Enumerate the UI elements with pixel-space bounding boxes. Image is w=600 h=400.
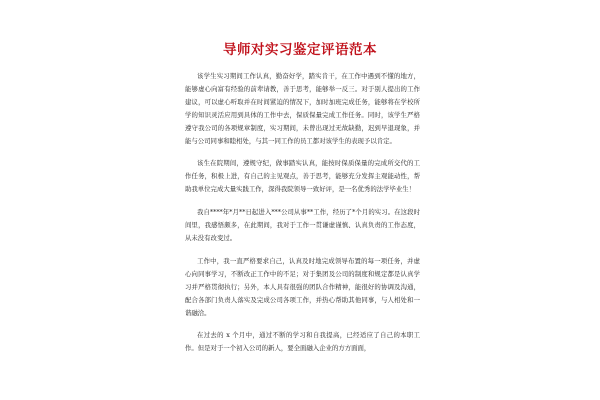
- document-title: 导师对实习鉴定评语范本: [223, 42, 377, 58]
- paragraph: 工作中，我一直严格要求自己，认真及时地完成领导布置的每一项任务，并虚心向同事学习，不断改正工作中的不足；对于集团及公司的制度和规定都是认真学习并严格贯彻执行；另外，本人具有很强的团队合作精神，能很好的协调及沟通，配合各部门负责人落实及完成公司各项工作，并热心帮助其他同事，与人相处和一谐融洽。: [185, 256, 420, 317]
- paragraph: 该生在院期间，遵规守纪，做事踏实认真，能按时保质保量的完成所交代的工作任务，积极上进，有自己的主见观点，善于思考，能够充分发挥主观能动性，帮助我单位完成大量实践工作，深得我院领导一致好评，是一名优秀的法学毕业生！: [185, 159, 420, 194]
- paragraph: 该学生实习期间工作认真，勤奋好学，踏实肯干，在工作中遇到不懂的地方，能够虚心向富有经验的前辈请教，善于思考，能够举一反三。对于别人提出的工作建议，可以虚心听取并在时间紧迫的情况下，加时加班完成任务，能够将在学校所学的知识灵活应用到具体的工作中去，保质保量完成工作任务。同时，该学生严格遵守我公司的各项规章制度，实习期间，未曾出现过无故缺勤，迟到早退现象，并能与公司同事和睦相处，与其一同工作的员工都对该学生的表现予以肯定。: [185, 72, 420, 145]
- paragraph: 我自****年*月**日起进入***公司从事**工作，经历了*个月的实习。在这段时间里，我感悟颇多，在此期间，我对于工作一贯谦虚谨慎、认真负责的工作态度，从未没有改变过。: [185, 208, 420, 242]
- paragraph: 在过去的 x 个月中，通过不断的学习和自我提高，已经适应了自己的本职工作。但是对于一个初入公司的新人，要全面融入企业的方方面面，: [185, 331, 420, 353]
- document-body: [185, 70, 420, 355]
